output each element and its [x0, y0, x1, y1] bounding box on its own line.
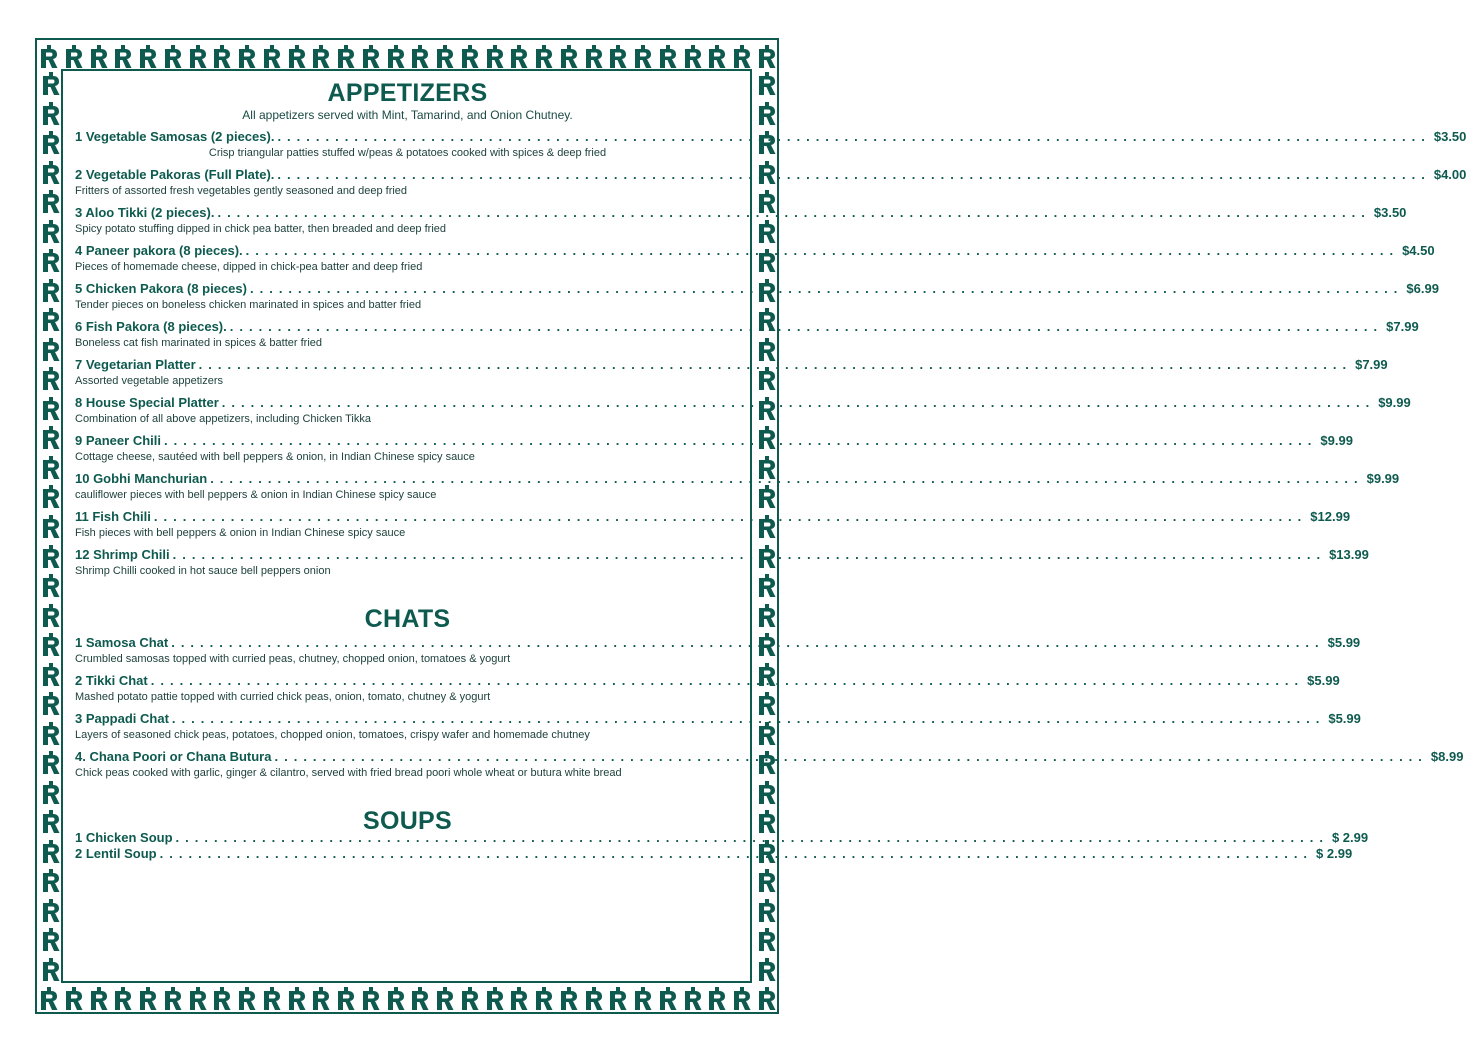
menu-item-description: Assorted vegetable appetizers: [75, 375, 223, 387]
menu-item-description: Fish pieces with bell peppers & onion in Indian Chinese spicy sauce: [75, 527, 406, 539]
menu-item-price: $7.99: [1386, 319, 1419, 334]
menu-item: [75, 711, 1361, 742]
menu-item-name: 3 Aloo Tikki (2 pieces).: [75, 205, 215, 220]
menu-item-price: $13.99: [1329, 547, 1369, 562]
r-logo-icon: [706, 987, 728, 1011]
r-logo-icon: [360, 987, 382, 1011]
menu-item: [75, 243, 1435, 274]
appetizers-note: All appetizers served with Mint, Tamarind, and Onion Chutney.: [242, 108, 573, 122]
r-logo-icon: [40, 249, 62, 273]
r-logo-icon: [40, 397, 62, 421]
r-logo-icon: [40, 485, 62, 509]
r-logo-icon: [40, 161, 62, 185]
r-logo-icon: [558, 987, 580, 1011]
dot-leader: ........................................................................................................................: [249, 281, 1404, 296]
menu-item: [75, 846, 1353, 862]
r-logo-icon: [38, 45, 60, 69]
menu-item-line: [75, 830, 1369, 846]
dot-leader: ........................................................................................................................: [277, 167, 1431, 182]
menu-item-name: 10 Gobhi Manchurian: [75, 471, 208, 486]
r-logo-icon: [385, 45, 407, 69]
r-logo-icon: [112, 987, 134, 1011]
menu-item-name: 2 Lentil Soup: [75, 846, 157, 861]
menu-item-line: [75, 471, 1400, 487]
menu-item-description: Layers of seasoned chick peas, potatoes, chopped onion, tomatoes, crispy wafer and homemade chutney: [75, 729, 590, 741]
menu-item: [75, 547, 1369, 578]
top-logo-border: [38, 43, 778, 71]
r-logo-icon: [112, 45, 134, 69]
menu-item-price: $3.50: [1373, 205, 1407, 220]
r-logo-icon: [137, 987, 159, 1011]
menu-item: [75, 129, 1466, 160]
r-logo-icon: [756, 604, 778, 628]
r-logo-icon: [40, 722, 62, 746]
r-logo-icon: [162, 45, 184, 69]
menu-item-line: [75, 509, 1351, 525]
dot-leader: ........................................................................................................................: [171, 711, 1326, 726]
appetizers-section: [75, 78, 1466, 578]
r-logo-icon: [756, 485, 778, 509]
r-logo-icon: [508, 45, 530, 69]
r-logo-icon: [756, 869, 778, 893]
r-logo-icon: [40, 899, 62, 923]
r-logo-icon: [236, 45, 258, 69]
r-logo-icon: [756, 781, 778, 805]
dot-leader: ........................................................................................................................: [229, 319, 1384, 334]
r-logo-icon: [756, 958, 778, 982]
menu-item-description: Pieces of homemade cheese, dipped in chick-pea batter and deep fried: [75, 261, 423, 273]
menu-item-name: 3 Pappadi Chat: [75, 711, 169, 726]
menu-item-line: [75, 243, 1435, 259]
r-logo-icon: [756, 928, 778, 952]
menu-item-price: $7.99: [1355, 357, 1388, 372]
r-logo-icon: [360, 45, 382, 69]
menu-item-price: $9.99: [1320, 433, 1353, 448]
r-logo-icon: [261, 45, 283, 69]
menu-item-name: 12 Shrimp Chili: [75, 547, 170, 562]
menu-item-description: Crisp triangular patties stuffed w/peas & potatoes cooked with spices & deep fried: [208, 147, 607, 159]
dot-leader: ........................................................................................................................: [163, 433, 1318, 448]
r-logo-icon: [40, 279, 62, 303]
r-logo-icon: [40, 367, 62, 391]
r-logo-icon: [40, 190, 62, 214]
menu-item: [75, 319, 1419, 350]
r-logo-icon: [40, 515, 62, 539]
r-logo-icon: [88, 987, 110, 1011]
r-logo-icon: [40, 72, 62, 96]
r-logo-icon: [583, 987, 605, 1011]
r-logo-icon: [40, 663, 62, 687]
dot-leader: ........................................................................................................................: [221, 395, 1376, 410]
menu-item-price: $8.99: [1430, 749, 1464, 764]
r-logo-icon: [657, 45, 679, 69]
r-logo-icon: [88, 45, 110, 69]
appetizers-list: [75, 129, 1466, 578]
dot-leader: ........................................................................................................................: [274, 749, 1428, 764]
menu-item: [75, 205, 1407, 236]
menu-item: [75, 395, 1411, 426]
menu-item-description: Cottage cheese, sautéed with bell peppers & onion, in Indian Chinese spicy sauce: [75, 451, 475, 463]
menu-item-name: 7 Vegetarian Platter: [75, 357, 196, 372]
menu-item: [75, 509, 1351, 540]
menu-item-description: Spicy potato stuffing dipped in chick pea batter, then breaded and deep fried: [75, 223, 447, 235]
menu-item-line: [75, 433, 1353, 449]
r-logo-icon: [731, 45, 753, 69]
r-logo-icon: [40, 958, 62, 982]
chats-title: CHATS: [364, 605, 451, 633]
menu-item-line: [75, 205, 1407, 221]
menu-item-name: 1 Chicken Soup: [75, 830, 173, 845]
menu-item-name: 6 Fish Pakora (8 pieces).: [75, 319, 227, 334]
r-logo-icon: [40, 338, 62, 362]
menu-item-name: 1 Samosa Chat: [75, 635, 169, 650]
r-logo-icon: [40, 604, 62, 628]
r-logo-icon: [434, 987, 456, 1011]
appetizers-title: APPETIZERS: [327, 79, 488, 107]
r-logo-icon: [40, 102, 62, 126]
menu-item-price: $5.99: [1307, 673, 1340, 688]
menu-item-line: [75, 167, 1466, 183]
dot-leader: ........................................................................................................................: [171, 635, 1325, 650]
menu-item-line: [75, 846, 1353, 862]
r-logo-icon: [756, 102, 778, 126]
soups-title: SOUPS: [362, 807, 453, 835]
menu-item-name: 11 Fish Chili: [75, 509, 151, 524]
r-logo-icon: [40, 810, 62, 834]
r-logo-icon: [706, 45, 728, 69]
dot-leader: ........................................................................................................................: [210, 471, 1364, 486]
r-logo-icon: [682, 987, 704, 1011]
r-logo-icon: [756, 45, 778, 69]
r-logo-icon: [558, 45, 580, 69]
r-logo-icon: [409, 987, 431, 1011]
menu-item-description: Chick peas cooked with garlic, ginger & cilantro, served with fried bread poori whole wheat or butura white bread: [75, 767, 622, 779]
dot-leader: ........................................................................................................................: [245, 243, 1400, 258]
menu-item-price: $ 2.99: [1331, 830, 1369, 845]
menu-item-description: Fritters of assorted fresh vegetables gently seasoned and deep fried: [75, 185, 408, 197]
r-logo-icon: [657, 987, 679, 1011]
menu-item-price: $12.99: [1310, 509, 1351, 524]
dot-leader: ........................................................................................................................: [150, 673, 1305, 688]
r-logo-icon: [508, 987, 530, 1011]
menu-item-price: $5.99: [1327, 635, 1361, 650]
r-logo-icon: [187, 987, 209, 1011]
r-logo-icon: [583, 45, 605, 69]
menu-item-price: $6.99: [1406, 281, 1439, 296]
menu-item: [75, 433, 1353, 464]
menu-item-line: [75, 281, 1439, 297]
menu-item-name: 4. Chana Poori or Chana Butura: [75, 749, 272, 764]
menu-item: [75, 167, 1466, 198]
r-logo-icon: [40, 308, 62, 332]
r-logo-icon: [162, 987, 184, 1011]
menu-item-price: $9.99: [1378, 395, 1411, 410]
r-logo-icon: [607, 987, 629, 1011]
r-logo-icon: [40, 869, 62, 893]
bottom-logo-border: [38, 985, 778, 1013]
menu-item: [75, 673, 1340, 704]
dot-leader: ........................................................................................................................: [159, 846, 1314, 861]
r-logo-icon: [385, 987, 407, 1011]
r-logo-icon: [682, 45, 704, 69]
menu-item: [75, 635, 1361, 666]
r-logo-icon: [731, 987, 753, 1011]
menu-item-line: [75, 129, 1466, 145]
menu-item-name: 8 House Special Platter: [75, 395, 219, 410]
r-logo-icon: [756, 574, 778, 598]
menu-item-description: Mashed potato pattie topped with curried chick peas, onion, tomato, chutney & yogurt: [75, 691, 491, 703]
r-logo-icon: [137, 45, 159, 69]
menu-item-name: 1 Vegetable Samosas (2 pieces).: [75, 129, 275, 144]
r-logo-icon: [211, 987, 233, 1011]
r-logo-icon: [211, 45, 233, 69]
r-logo-icon: [187, 45, 209, 69]
chats-list: [75, 635, 1464, 780]
r-logo-icon: [40, 781, 62, 805]
soups-list: [75, 830, 1369, 862]
menu-item-line: [75, 711, 1361, 727]
menu-item-line: [75, 357, 1388, 373]
r-logo-icon: [40, 220, 62, 244]
r-logo-icon: [632, 987, 654, 1011]
r-logo-icon: [434, 45, 456, 69]
menu-item: [75, 749, 1464, 780]
dot-leader: ........................................................................................................................: [217, 205, 1371, 220]
r-logo-icon: [63, 987, 85, 1011]
r-logo-icon: [40, 751, 62, 775]
r-logo-icon: [40, 545, 62, 569]
r-logo-icon: [261, 987, 283, 1011]
menu-item-line: [75, 749, 1464, 765]
r-logo-icon: [40, 426, 62, 450]
r-logo-icon: [40, 928, 62, 952]
menu-item-line: [75, 319, 1419, 335]
r-logo-icon: [63, 45, 85, 69]
menu-item-description: Shrimp Chilli cooked in hot sauce bell peppers onion: [75, 565, 331, 577]
r-logo-icon: [756, 72, 778, 96]
r-logo-icon: [40, 456, 62, 480]
menu-item: [75, 471, 1400, 502]
r-logo-icon: [756, 987, 778, 1011]
menu-item-description: Crumbled samosas topped with curried peas, chutney, chopped onion, tomatoes & yogurt: [75, 653, 511, 665]
soups-section: [75, 806, 1369, 862]
menu-item: [75, 830, 1369, 846]
left-logo-border: [37, 72, 65, 982]
r-logo-icon: [459, 987, 481, 1011]
menu-item-price: $3.50: [1433, 129, 1466, 144]
menu-item: [75, 281, 1439, 312]
r-logo-icon: [409, 45, 431, 69]
menu-item-line: [75, 635, 1361, 651]
r-logo-icon: [632, 45, 654, 69]
r-logo-icon: [236, 987, 258, 1011]
r-logo-icon: [310, 987, 332, 1011]
menu-item-price: $ 2.99: [1316, 846, 1353, 861]
menu-item-description: Tender pieces on boneless chicken marinated in spices and batter fried: [75, 299, 422, 311]
r-logo-icon: [40, 840, 62, 864]
menu-item-name: 5 Chicken Pakora (8 pieces): [75, 281, 247, 296]
r-logo-icon: [335, 987, 357, 1011]
r-logo-icon: [38, 987, 60, 1011]
menu-item-price: $4.00: [1433, 167, 1466, 182]
menu-item-name: 2 Vegetable Pakoras (Full Plate).: [75, 167, 275, 182]
r-logo-icon: [40, 131, 62, 155]
menu-item: [75, 357, 1388, 388]
r-logo-icon: [40, 633, 62, 657]
dot-leader: ........................................................................................................................: [175, 830, 1329, 845]
menu-item-description: Combination of all above appetizers, including Chicken Tikka: [75, 413, 371, 425]
r-logo-icon: [40, 574, 62, 598]
menu-item-name: 9 Paneer Chili: [75, 433, 161, 448]
r-logo-icon: [533, 45, 555, 69]
menu-item-line: [75, 547, 1369, 563]
r-logo-icon: [459, 45, 481, 69]
menu-item-line: [75, 673, 1340, 689]
dot-leader: ........................................................................................................................: [198, 357, 1353, 372]
r-logo-icon: [533, 987, 555, 1011]
dot-leader: ........................................................................................................................: [153, 509, 1308, 524]
r-logo-icon: [310, 45, 332, 69]
r-logo-icon: [484, 45, 506, 69]
dot-leader: ........................................................................................................................: [277, 129, 1431, 144]
menu-item-description: cauliflower pieces with bell peppers & onion in Indian Chinese spicy sauce: [75, 489, 437, 501]
menu-item-name: 4 Paneer pakora (8 pieces).: [75, 243, 243, 258]
r-logo-icon: [40, 692, 62, 716]
r-logo-icon: [756, 220, 778, 244]
chats-section: [75, 604, 1464, 780]
r-logo-icon: [335, 45, 357, 69]
r-logo-icon: [607, 45, 629, 69]
r-logo-icon: [286, 987, 308, 1011]
r-logo-icon: [484, 987, 506, 1011]
r-logo-icon: [756, 899, 778, 923]
menu-content: [75, 78, 1466, 862]
menu-item-price: $4.50: [1402, 243, 1435, 258]
menu-item-description: Boneless cat fish marinated in spices & batter fried: [75, 337, 323, 349]
menu-item-line: [75, 395, 1411, 411]
r-logo-icon: [286, 45, 308, 69]
menu-item-name: 2 Tikki Chat: [75, 673, 148, 688]
dot-leader: ........................................................................................................................: [172, 547, 1327, 562]
menu-item-price: $9.99: [1366, 471, 1400, 486]
menu-item-price: $5.99: [1328, 711, 1361, 726]
